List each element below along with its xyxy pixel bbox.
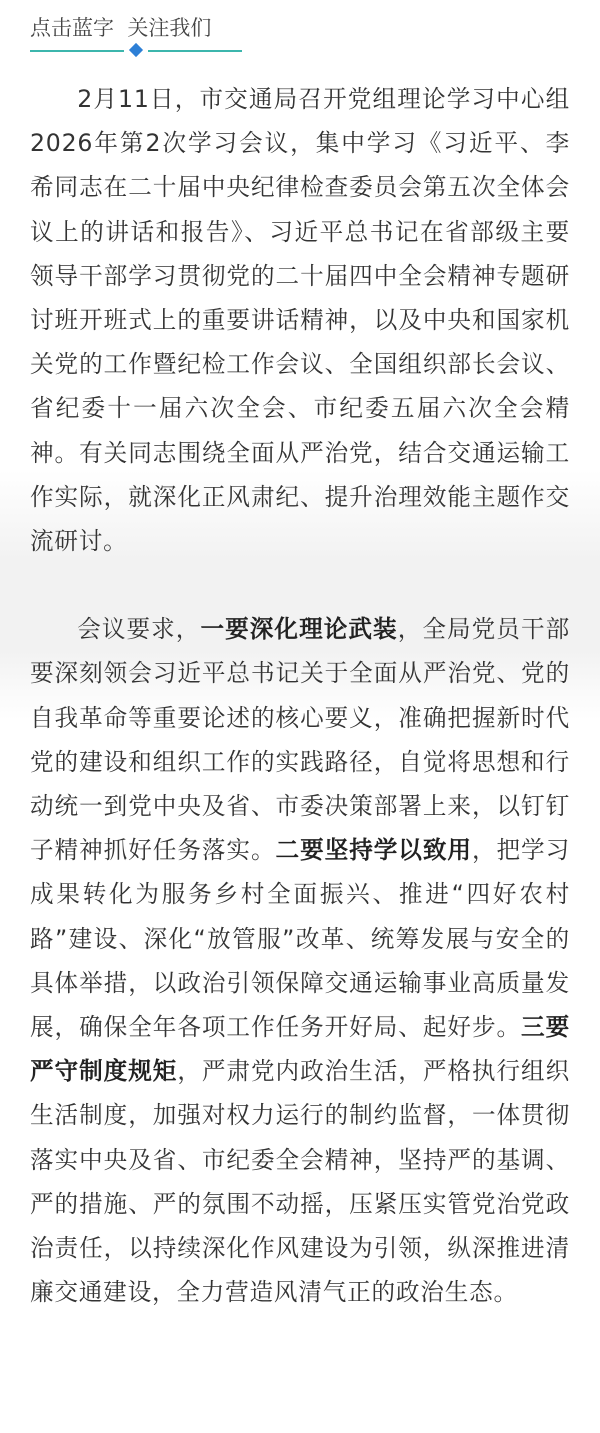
requirement-one-text: ，全局党员干部要深刻领会习近平总书记关于全面从严治党、党的自我革命等重要论述的核心要义，准确把握新时代党的建设和组织工作的实践路径，自觉将思想和行动统一到党中央及省、市委决策部署上来，以钉钉子精神抓好任务落实。 (30, 615, 570, 865)
requirement-two-text: ，把学习成果转化为服务乡村全面振兴、推进“四好农村路”建设、深化“放管服”改革、统筹发展与安全的具体举措，以政治引领保障交通运输事业高质量发展，确保全年各项工作任务开好局、起好步。 (30, 836, 571, 1042)
requirement-three-text: ，严肃党内政治生活，严格执行组织生活制度，加强对权力运行的制约监督，一体贯彻落实中央及省、市纪委全会精神，坚持严的基调、严的措施、严的氛围不动摇，压紧压实管党治党政治责任，以持续深化作风建设为引领，纵深推进清廉交通建设，全力营造风清气正的政治生态。 (30, 1057, 570, 1307)
article-paragraph-2 (30, 607, 570, 1314)
requirement-one-heading: 一要深化理论武装 (200, 615, 398, 644)
requirement-three-heading: 三要严守制度规矩 (30, 1013, 570, 1086)
diamond-icon (129, 43, 143, 57)
article-body (30, 77, 570, 1314)
requirement-two-heading: 二要坚持学以致用 (275, 836, 472, 865)
header-divider-left (30, 50, 124, 52)
paragraph-lead: 会议要求， (77, 615, 201, 644)
follow-us-header[interactable] (30, 8, 242, 52)
article-paragraph-1: 2月11日，市交通局召开党组理论学习中心组2026年第2次学习会议，集中学习《习近平、李希同志在二十届中央纪律检查委员会第五次全体会议上的讲话和报告》、习近平总书记在省部级主要领导干部学习贯彻党的二十届四中全会精神专题研讨班开班式上的重要讲话精神，以及中央和国家机关党的工作暨纪检工作会议、全国组织部长会议、省纪委十一届六次全会、市纪委五届六次全会精神。有关同志围绕全面从严治党，结合交通运输工作实际，就深化正风肃纪、提升治理效能主题作交流研讨。 (30, 85, 570, 556)
follow-us-text[interactable]: 点击蓝字 关注我们 (30, 16, 212, 40)
header-divider-right (148, 50, 242, 52)
